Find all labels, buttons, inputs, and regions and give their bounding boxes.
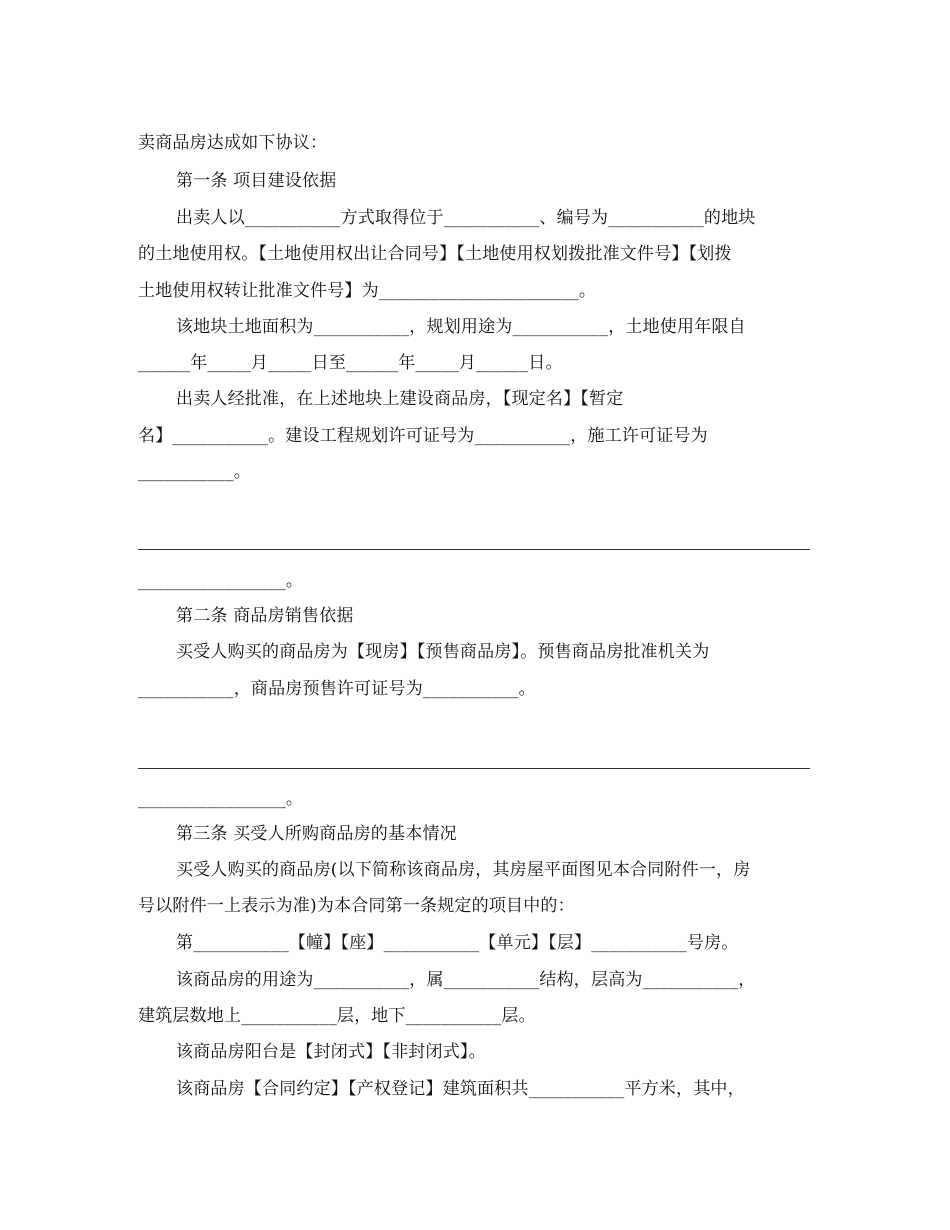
fill-in-rule	[138, 549, 810, 550]
text-line: 土地使用权转让批准文件号】为_______________________。	[138, 281, 597, 301]
text-line: 出卖人以___________方式取得位于___________、编号为___________的地块	[176, 208, 756, 228]
text-line: 该商品房阳台是【封闭式】【非封闭式】。	[176, 1042, 486, 1062]
article-heading: 第三条 买受人所购商品房的基本情况	[176, 824, 457, 844]
text-line: 该地块土地面积为___________，规划用途为___________，土地使用年限自	[176, 317, 746, 337]
text-line: 名】___________。建设工程规划许可证号为___________，施工许可证号为	[138, 426, 708, 446]
text-line: 买受人购买的商品房(以下简称该商品房，其房屋平面图见本合同附件一，房	[176, 860, 751, 880]
text-line: 该商品房的用途为___________，属___________结构，层高为___________，	[176, 970, 756, 990]
text-line: _________________。	[138, 571, 304, 591]
text-line: 出卖人经批准，在上述地块上建设商品房，【现定名】【暂定	[176, 389, 624, 409]
text-line: ___________，商品房预售许可证号为___________。	[138, 679, 536, 699]
fill-in-rule	[138, 768, 810, 769]
article-heading: 第一条 项目建设依据	[176, 171, 337, 191]
text-line: 第___________【幢】【座】___________【单元】【层】___________号房。	[176, 933, 739, 953]
text-line: 卖商品房达成如下协议：	[138, 133, 328, 153]
text-line: 号以附件一上表示为准)为本合同第一条规定的项目中的：	[138, 896, 575, 916]
text-line: ___________。	[138, 462, 251, 482]
text-line: ______年_____月_____日至______年_____月______日。	[138, 353, 563, 373]
text-line: 该商品房【合同约定】【产权登记】建筑面积共___________平方米，其中，	[176, 1079, 745, 1099]
text-line: 建筑层数地上___________层，地下___________层。	[138, 1006, 536, 1026]
article-heading: 第二条 商品房销售依据	[176, 606, 354, 626]
text-line: 买受人购买的商品房为【现房】【预售商品房】。预售商品房批准机关为	[176, 642, 710, 662]
text-line: 的土地使用权。【土地使用权出让合同号】【土地使用权划拨批准文件号】【划拨	[138, 244, 732, 264]
text-line: _________________。	[138, 789, 304, 809]
